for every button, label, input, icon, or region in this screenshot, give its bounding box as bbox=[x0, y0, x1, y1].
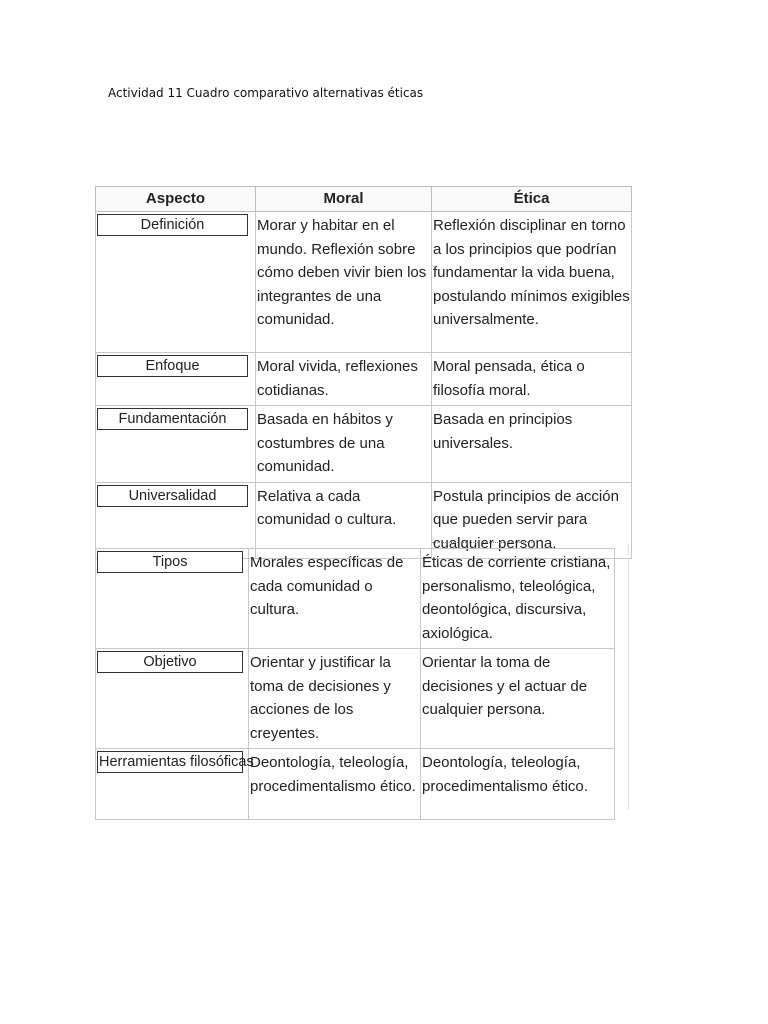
etica-text: Reflexión disciplinar en torno a los principios que podrían fundamentar la vida buena, postulando mínimos exigibles universalmente. bbox=[433, 217, 630, 328]
table-row bbox=[96, 212, 632, 353]
aspect-cell bbox=[96, 749, 254, 820]
table-row bbox=[96, 549, 615, 649]
aspect-label: Tipos bbox=[97, 551, 243, 573]
aspect-cell bbox=[96, 353, 256, 406]
moral-text: Morar y habitar en el mundo. Reflexión sobre cómo deben vivir bien los integrantes de una comunidad. bbox=[257, 217, 427, 328]
aspect-label: Enfoque bbox=[97, 355, 248, 377]
etica-text: Orientar la toma de decisiones y el actuar de cualquier persona. bbox=[422, 654, 588, 718]
aspect-cell bbox=[96, 549, 249, 649]
etica-text: Basada en principios universales. bbox=[433, 411, 573, 452]
etica-cell bbox=[432, 353, 632, 406]
document-title: Actividad 11 Cuadro comparativo alternativas éticas bbox=[108, 86, 424, 100]
cropped-text-remnant bbox=[432, 542, 532, 546]
etica-text: Moral pensada, ética o filosofía moral. bbox=[433, 358, 585, 399]
moral-cell bbox=[256, 353, 432, 406]
moral-cell bbox=[256, 406, 432, 483]
etica-text: Postula principios de acción que pueden servir para cualquier persona. bbox=[433, 487, 619, 552]
moral-text: Moral vivida, reflexiones cotidianas. bbox=[257, 358, 418, 399]
aspect-label: Definición bbox=[97, 214, 248, 236]
moral-cell bbox=[249, 649, 421, 749]
image-crop-edge bbox=[628, 544, 629, 810]
etica-cell bbox=[432, 406, 632, 483]
header-etica: Ética bbox=[432, 187, 632, 212]
etica-text: Éticas de corriente cristiana, personalismo, teleológica, deontológica, discursiva, axiológica. bbox=[422, 554, 611, 642]
etica-cell bbox=[421, 749, 615, 820]
aspect-label: Fundamentación bbox=[97, 408, 248, 430]
moral-cell bbox=[256, 212, 432, 353]
aspect-cell bbox=[96, 649, 249, 749]
aspect-cell bbox=[96, 406, 256, 483]
moral-text: Morales específicas de cada comunidad o cultura. bbox=[250, 554, 404, 618]
moral-text: Orientar y justificar la toma de decisiones y acciones de los creyentes. bbox=[250, 654, 391, 742]
table-header-row bbox=[96, 187, 632, 212]
etica-cell bbox=[432, 212, 632, 353]
comparison-table-part2 bbox=[95, 548, 615, 820]
comparison-table-part1 bbox=[95, 186, 632, 559]
moral-cell bbox=[249, 749, 421, 820]
header-moral: Moral bbox=[256, 187, 432, 212]
etica-cell bbox=[421, 549, 615, 649]
header-aspecto: Aspecto bbox=[96, 187, 256, 212]
moral-text: Deontología, teleología, procedimentalismo ético. bbox=[250, 754, 416, 795]
table-row bbox=[96, 406, 632, 483]
table-row bbox=[96, 353, 632, 406]
moral-text: Relativa a cada comunidad o cultura. bbox=[257, 487, 397, 528]
etica-text: Deontología, teleología, procedimentalismo ético. bbox=[422, 754, 588, 795]
table-row bbox=[96, 649, 615, 749]
aspect-label: Herramientas filosóficas bbox=[97, 751, 243, 773]
table-row bbox=[96, 749, 615, 820]
moral-text: Basada en hábitos y costumbres de una comunidad. bbox=[257, 411, 393, 475]
etica-cell bbox=[421, 649, 615, 749]
moral-cell bbox=[249, 549, 421, 649]
aspect-label: Universalidad bbox=[97, 485, 248, 507]
aspect-cell bbox=[96, 212, 256, 353]
aspect-label: Objetivo bbox=[97, 651, 243, 673]
